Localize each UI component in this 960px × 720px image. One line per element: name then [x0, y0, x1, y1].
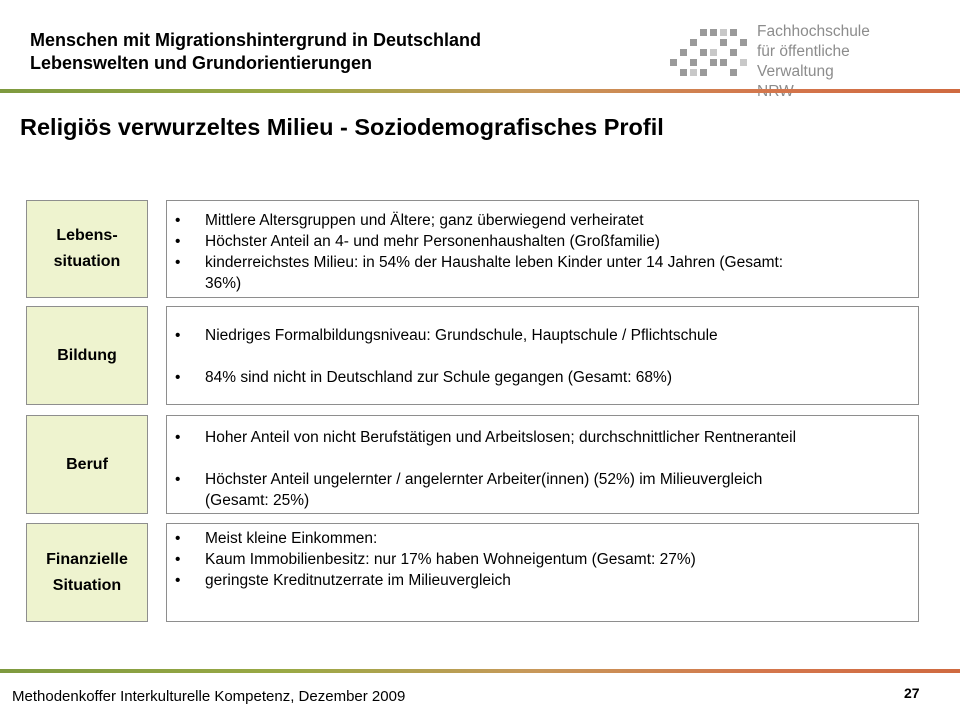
bullet-item: • Höchster Anteil ungelernter / angelernter Arbeiter(innen) (52%) im Milieuvergleich: [175, 471, 763, 488]
label-beruf: [26, 415, 148, 514]
label-lebenssituation: [26, 200, 148, 298]
header-line-1: Menschen mit Migrationshintergrund in Deutschland: [30, 30, 482, 50]
content-finanzielle-situation: [166, 523, 919, 622]
logo-grid-icon: [668, 27, 748, 79]
bullet-item: • Mittlere Altersgruppen und Ältere; ganz überwiegend verheiratet: [175, 212, 644, 229]
bullet-icon: •: [175, 233, 181, 250]
institution-logo: [668, 22, 928, 92]
bullet-icon: •: [175, 551, 181, 568]
slide-title: Religiös verwurzeltes Milieu - Soziodemografisches Profil: [20, 114, 664, 140]
bullet-item: • Niedriges Formalbildungsniveau: Grundschule, Hauptschule / Pflichtschule: [175, 327, 718, 344]
label-finanzielle-situation: [26, 523, 148, 622]
footer-text: Methodenkoffer Interkulturelle Kompetenz, Dezember 2009: [12, 688, 406, 705]
label-bildung-text: Bildung: [57, 346, 117, 364]
logo-line-1: Fachhochschule: [757, 23, 870, 40]
bullet-item: • geringste Kreditnutzerrate im Milieuvergleich: [175, 572, 511, 589]
bullet-item: • kinderreichstes Milieu: in 54% der Haushalte leben Kinder unter 14 Jahren (Gesamt:: [175, 254, 784, 271]
label-lebenssituation-line-1: Lebens-: [56, 227, 118, 244]
top-divider: [0, 89, 960, 93]
logo-line-2: für öffentliche Verwaltung: [757, 43, 850, 80]
label-bildung: [26, 306, 148, 405]
bullet-item: • Höchster Anteil an 4- und mehr Personenhaushalten (Großfamilie): [175, 233, 660, 250]
bullet-icon: •: [175, 530, 181, 547]
content-lebenssituation: [166, 200, 919, 298]
content-bildung: [166, 306, 919, 405]
bullet-icon: •: [175, 327, 181, 344]
bullet-icon: •: [175, 471, 181, 488]
label-lebenssituation-line-2: situation: [53, 253, 121, 270]
bullet-item: • Kaum Immobilienbesitz: nur 17% haben Wohneigentum (Gesamt: 27%): [175, 551, 696, 568]
bullet-icon: •: [175, 369, 181, 386]
label-finanzielle-line-2: Situation: [52, 576, 122, 594]
bullet-continuation: (Gesamt: 25%): [205, 492, 310, 509]
bullet-icon: •: [175, 254, 181, 271]
label-beruf-text: Beruf: [66, 455, 108, 473]
content-beruf: [166, 415, 919, 514]
bottom-divider: [0, 669, 960, 673]
bullet-item: • Hoher Anteil von nicht Berufstätigen und Arbeitslosen; durchschnittlicher Rentneranteil: [175, 429, 797, 446]
page-number: 27: [904, 685, 920, 701]
bullet-item: • Meist kleine Einkommen:: [175, 530, 378, 547]
bullet-continuation: 36%): [205, 275, 242, 292]
bullet-item: • 84% sind nicht in Deutschland zur Schule gegangen (Gesamt: 68%): [175, 369, 672, 386]
bullet-icon: •: [175, 212, 181, 229]
bullet-icon: •: [175, 429, 181, 446]
bullet-icon: •: [175, 572, 181, 589]
label-finanzielle-line-1: Finanzielle: [46, 550, 128, 568]
header-title: [30, 29, 481, 75]
header-line-2: Lebenswelten und Grundorientierungen: [30, 53, 373, 73]
